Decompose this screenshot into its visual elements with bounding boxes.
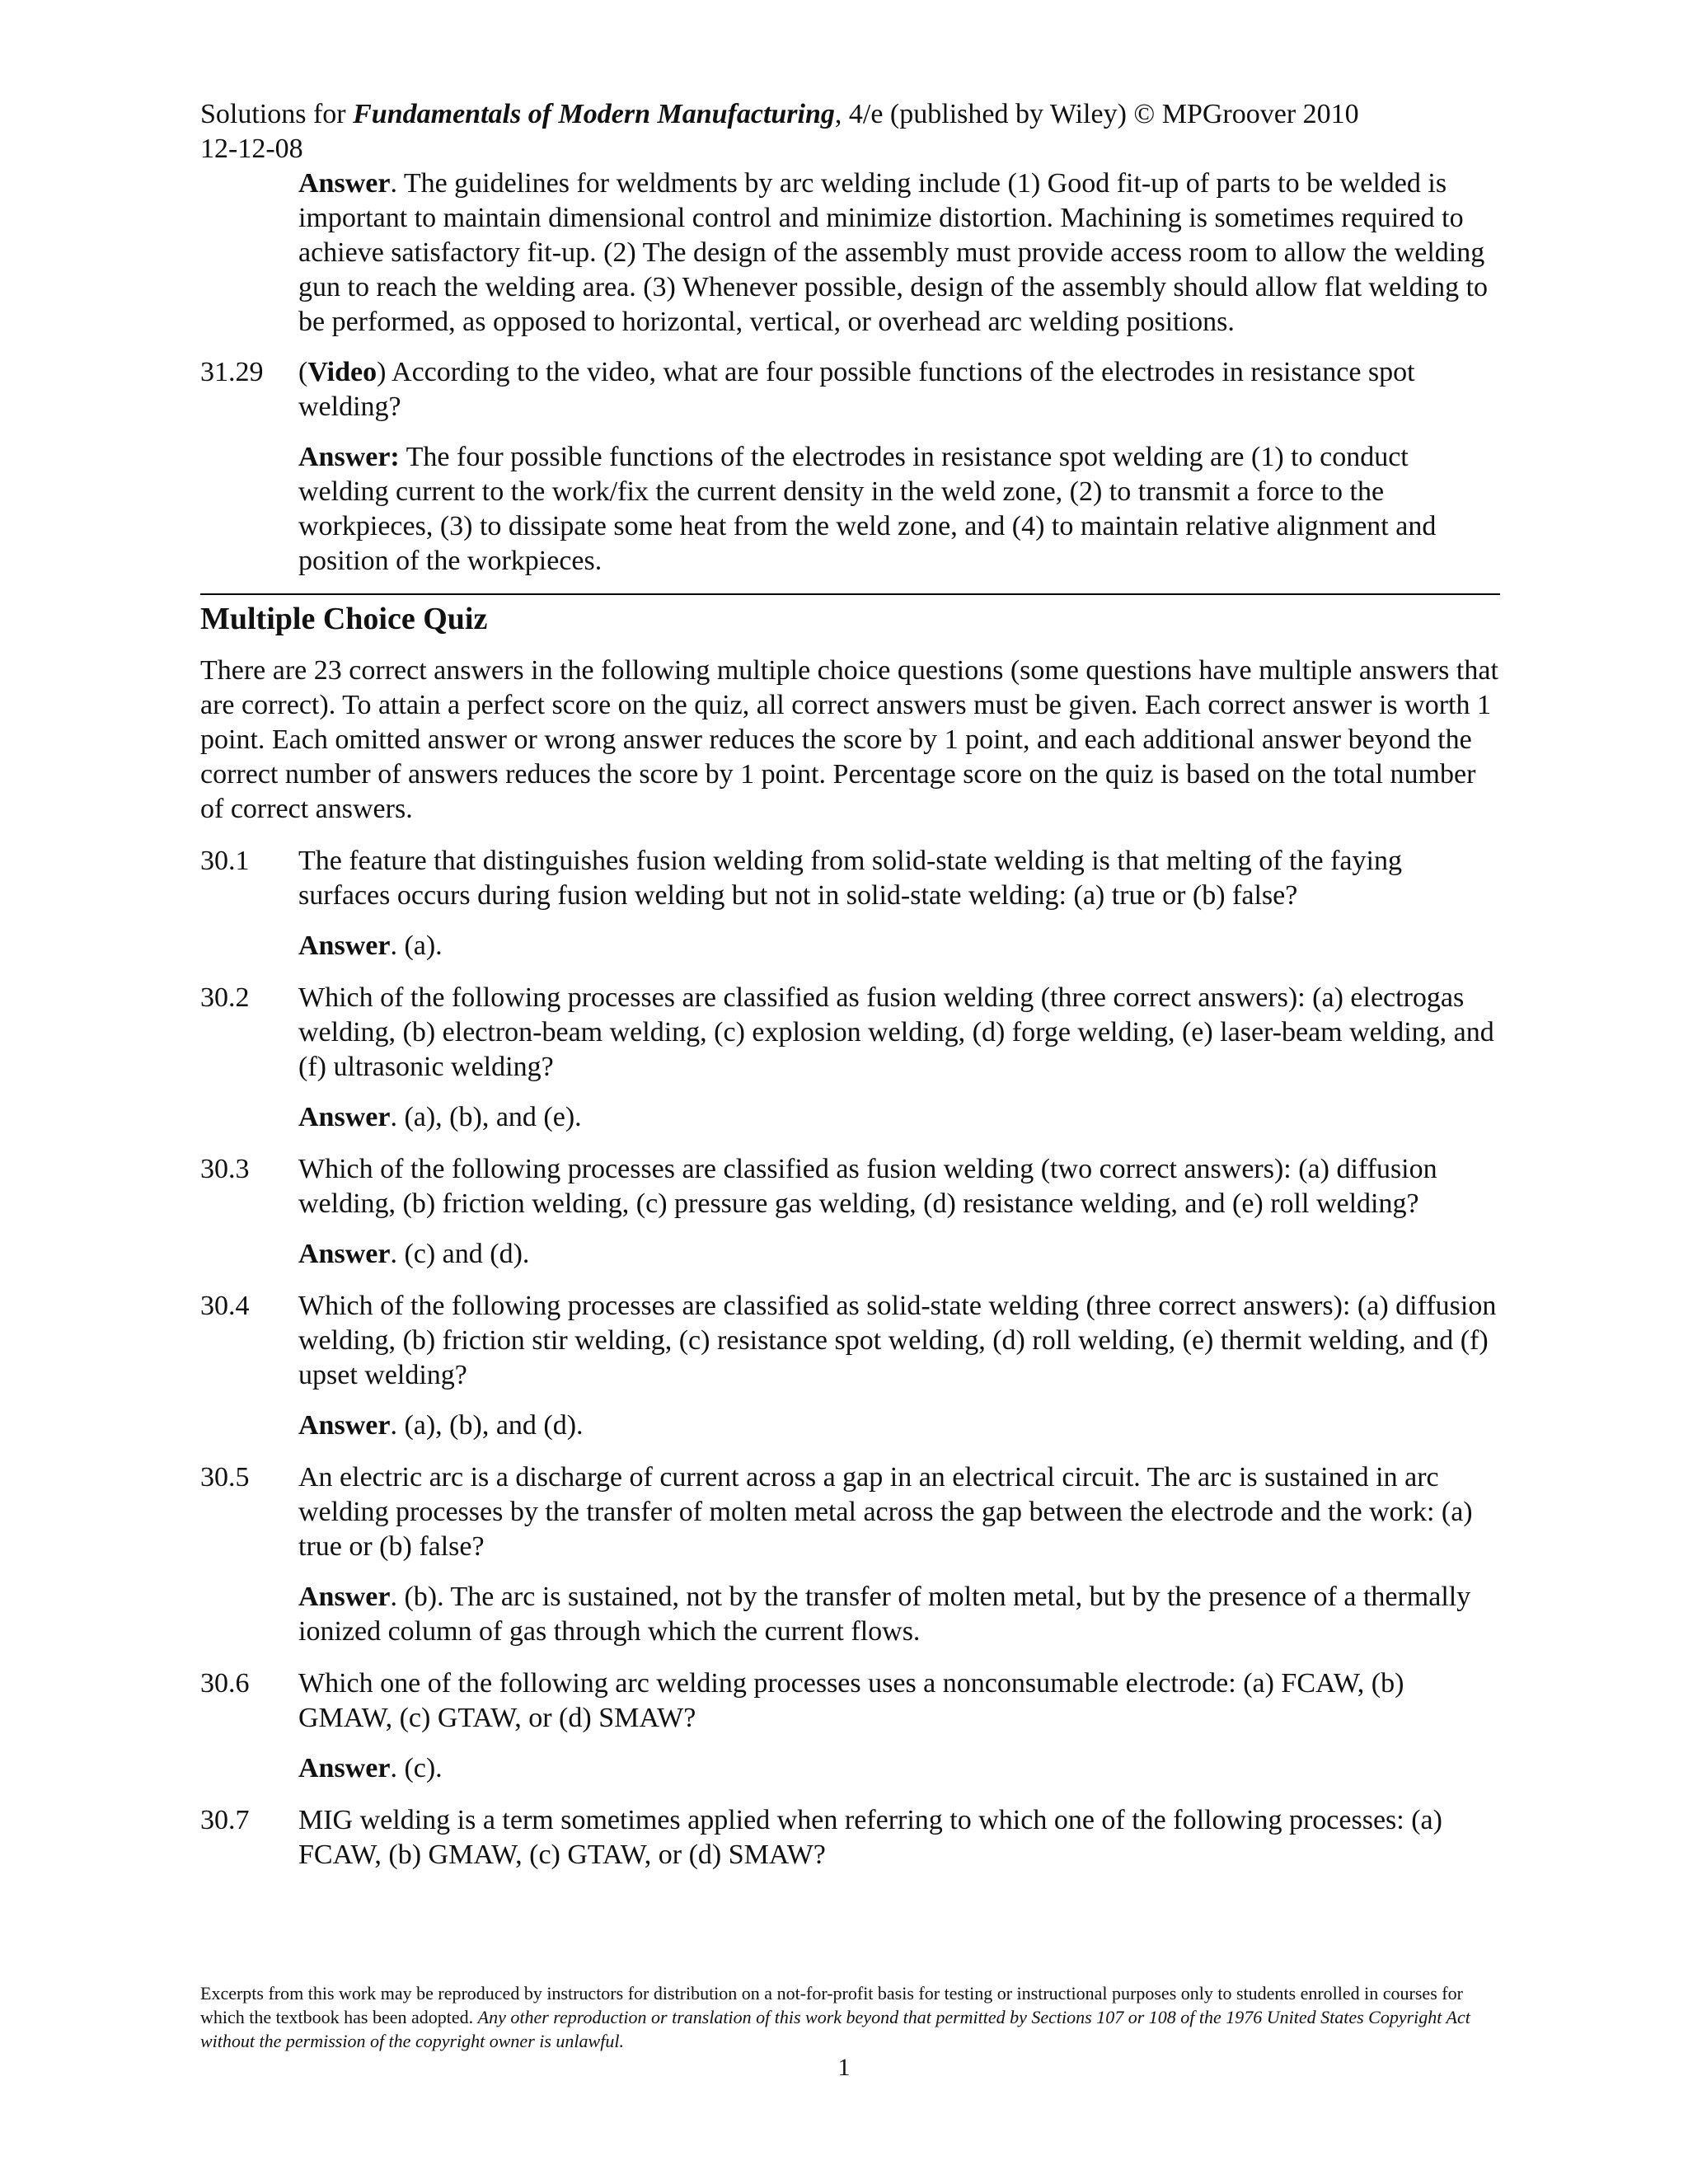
page-number: 1 bbox=[837, 2054, 851, 2081]
quiz-answer bbox=[298, 1237, 1500, 1272]
intro-answer bbox=[298, 166, 1500, 340]
quiz-question bbox=[200, 1460, 1500, 1564]
paren-open: ( bbox=[298, 357, 308, 387]
answer-label: Answer bbox=[298, 1239, 391, 1269]
question-text: Which of the following processes are classified as solid-state welding (three correct answers): (a) diffusion welding, (b) friction stir welding, (c) resistance spot welding, (d) roll welding, (e) thermit welding, and (f) upset welding? bbox=[298, 1291, 1497, 1390]
answer-label: Answer bbox=[298, 1582, 391, 1612]
quiz-question bbox=[200, 844, 1500, 913]
answer-label: Answer bbox=[298, 1410, 391, 1441]
answer-text: . (c) and (d). bbox=[390, 1239, 530, 1269]
quiz-answer bbox=[298, 1408, 1500, 1443]
section-title: Multiple Choice Quiz bbox=[200, 602, 488, 636]
answer-label: Answer bbox=[298, 1102, 391, 1132]
quiz-question bbox=[200, 1289, 1500, 1393]
footer-plain: Excerpts from this work may be reproduced by instructors for distribution on a not-for-profit basis for testing or instructional purposes only to students enrolled in courses for which the textbook has been adopted. bbox=[200, 1983, 1463, 2027]
header-suffix: , 4/e (published by Wiley) © MPGroover 2010 bbox=[834, 99, 1359, 129]
question-text: Which of the following processes are classified as fusion welding (three correct answers): (a) electrogas welding, (b) electron-beam welding, (c) explosion welding, (d) forge welding, (e) laser-beam welding, and (f) ultrasonic welding? bbox=[298, 982, 1494, 1082]
page-content bbox=[200, 166, 1500, 1872]
quiz-question bbox=[200, 981, 1500, 1085]
question-31-29 bbox=[200, 355, 1500, 424]
quiz-intro: There are 23 correct answers in the following multiple choice questions (some questions have multiple answers that are correct). To attain a perfect score on the quiz, all correct answers must be given. Each correct answer is worth 1 point. Each omitted answer or wrong answer reduces the score by 1 point, and each additional answer beyond the correct number of answers reduces the score by 1 point. Percentage score on the quiz is based on the total number of correct answers. bbox=[200, 655, 1498, 824]
page-header bbox=[200, 97, 1359, 166]
answer-31-29 bbox=[298, 440, 1500, 579]
question-body: ) According to the video, what are four possible functions of the electrodes in resistance spot welding? bbox=[298, 357, 1415, 422]
question-number: 30.1 bbox=[200, 846, 250, 876]
quiz-questions bbox=[200, 844, 1500, 1872]
question-text: Which of the following processes are classified as fusion welding (two correct answers): (a) diffusion welding, (b) friction welding, (c) pressure gas welding, (d) resistance welding, and (e) roll welding? bbox=[298, 1154, 1437, 1219]
answer-text: . (a). bbox=[390, 930, 443, 961]
copyright-footer bbox=[200, 1981, 1503, 2053]
answer-text: . The guidelines for weldments by arc welding include (1) Good fit-up of parts to be welded is important to maintain dimensional control and minimize distortion. Machining is sometimes required to achieve satisfactory fit-up. (2) The design of the assembly must provide access room to allow the welding gun to reach the welding area. (3) Whenever possible, design of the assembly should allow flat welding to be performed, as opposed to horizontal, vertical, or overhead arc welding positions. bbox=[298, 168, 1489, 337]
quiz-answer bbox=[298, 929, 1500, 963]
question-text: MIG welding is a term sometimes applied when referring to which one of the following processes: (a) FCAW, (b) GMAW, (c) GTAW, or (d) SMAW? bbox=[298, 1805, 1442, 1870]
answer-label: Answer: bbox=[298, 442, 400, 472]
question-number: 30.4 bbox=[200, 1291, 250, 1321]
section-divider bbox=[200, 593, 1500, 595]
header-line bbox=[200, 97, 1359, 132]
book-title: Fundamentals of Modern Manufacturing bbox=[353, 99, 835, 129]
question-number: 30.2 bbox=[200, 982, 250, 1013]
quiz-question bbox=[200, 1152, 1500, 1221]
answer-label: Answer bbox=[298, 168, 391, 199]
question-number: 30.5 bbox=[200, 1462, 250, 1493]
header-prefix: Solutions for bbox=[200, 99, 354, 129]
quiz-question bbox=[200, 1666, 1500, 1736]
question-text: Which one of the following arc welding processes uses a nonconsumable electrode: (a) FCAW, (b) GMAW, (c) GTAW, or (d) SMAW? bbox=[298, 1668, 1404, 1733]
question-text: An electric arc is a discharge of current across a gap in an electrical circuit. The arc is sustained in arc welding processes by the transfer of molten metal across the gap between the electrode and the work: (a) true or (b) false? bbox=[298, 1462, 1473, 1562]
question-text bbox=[298, 355, 1500, 424]
quiz-answer bbox=[298, 1100, 1500, 1135]
answer-text: . (a), (b), and (e). bbox=[390, 1102, 582, 1132]
answer-label: Answer bbox=[298, 1753, 391, 1783]
answer-text: . (b). The arc is sustained, not by the transfer of molten metal, but by the presence of a thermally ionized column of gas through which the current flows. bbox=[298, 1582, 1471, 1647]
question-number: 30.6 bbox=[200, 1668, 250, 1699]
answer-text: The four possible functions of the electrodes in resistance spot welding are (1) to conduct welding current to the work/fix the current density in the weld zone, (2) to transmit a force to the workpieces, (3) to dissipate some heat from the weld zone, and (4) to maintain relative alignment and position of the workpieces. bbox=[298, 442, 1437, 576]
question-number: 30.3 bbox=[200, 1154, 250, 1184]
answer-text: . (c). bbox=[390, 1753, 443, 1783]
question-text: The feature that distinguishes fusion welding from solid-state welding is that melting of the faying surfaces occurs during fusion welding but not in solid-state welding: (a) true or (b) false? bbox=[298, 846, 1402, 911]
footer-italic: Any other reproduction or translation of this work beyond that permitted by Sections 107 or 108 of the 1976 United States Copyright Act without the permission of the copyright owner is unlawful. bbox=[200, 2007, 1470, 2051]
video-tag: Video bbox=[307, 357, 377, 387]
quiz-answer bbox=[298, 1751, 1500, 1786]
quiz-question bbox=[200, 1803, 1500, 1872]
header-date: 12-12-08 bbox=[200, 134, 303, 164]
question-number: 30.7 bbox=[200, 1805, 250, 1835]
quiz-answer bbox=[298, 1580, 1500, 1649]
question-number: 31.29 bbox=[200, 357, 264, 387]
answer-label: Answer bbox=[298, 930, 391, 961]
answer-text: . (a), (b), and (d). bbox=[390, 1410, 584, 1441]
